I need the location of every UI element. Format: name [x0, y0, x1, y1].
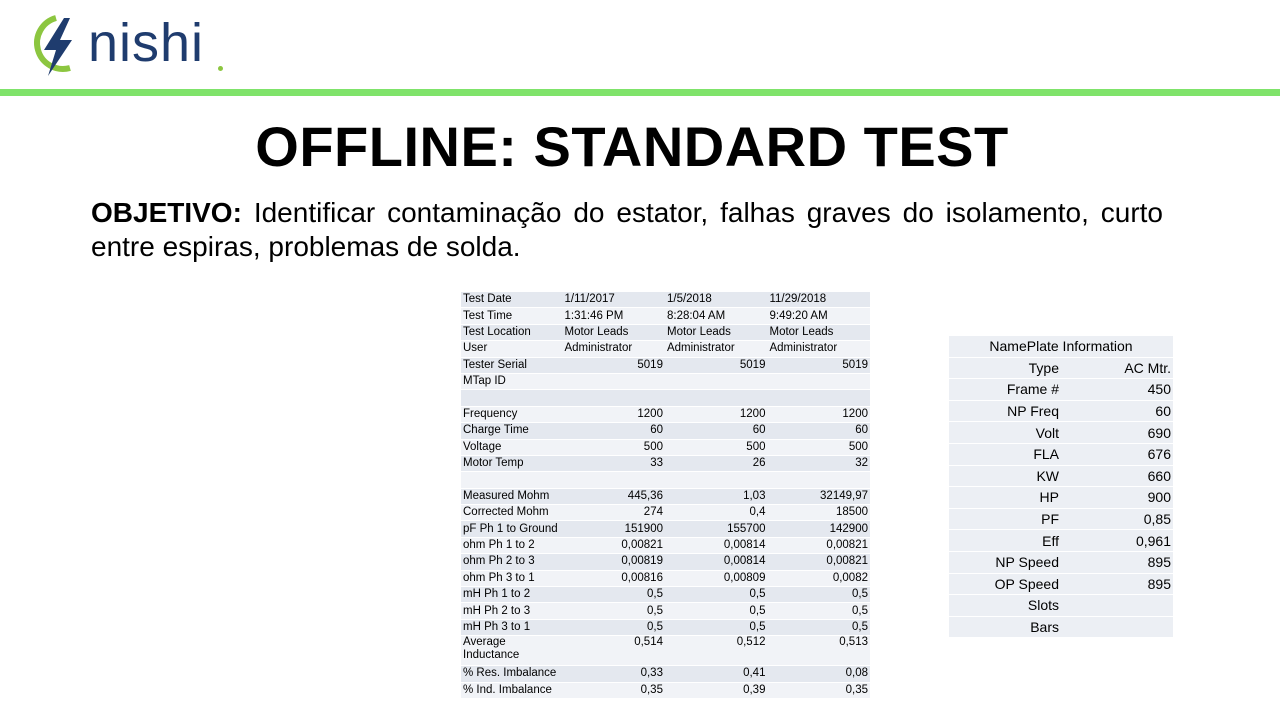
row-label: MTap ID [461, 373, 562, 389]
table-row [461, 587, 870, 603]
cell-test-2: 26 [665, 455, 768, 471]
nameplate-row [949, 357, 1173, 379]
nameplate-value: 895 [1061, 573, 1173, 595]
cell-test-3: 32 [767, 455, 870, 471]
row-label: Test Location [461, 324, 562, 340]
cell-test-2 [665, 390, 768, 406]
nameplate-key: KW [949, 465, 1061, 487]
nameplate-key: Bars [949, 616, 1061, 638]
nameplate-value: 895 [1061, 551, 1173, 573]
row-label: User [461, 341, 562, 357]
cell-test-2: 1200 [665, 406, 768, 422]
nameplate-key: NP Freq [949, 400, 1061, 422]
row-label: Corrected Mohm [461, 505, 562, 521]
header-divider [0, 89, 1280, 96]
nameplate-key: NP Speed [949, 551, 1061, 573]
cell-test-2: Motor Leads [665, 324, 768, 340]
row-label: mH Ph 2 to 3 [461, 603, 562, 619]
nameplate-value: 660 [1061, 465, 1173, 487]
cell-test-1: 0,00821 [562, 537, 665, 553]
nameplate-row [949, 551, 1173, 573]
table-row [461, 324, 870, 340]
row-label: ohm Ph 3 to 1 [461, 570, 562, 586]
table-row [461, 472, 870, 488]
row-label: ohm Ph 1 to 2 [461, 537, 562, 553]
table-row [461, 439, 870, 455]
nameplate-value: 676 [1061, 443, 1173, 465]
row-label: ohm Ph 2 to 3 [461, 554, 562, 570]
table-row [461, 406, 870, 422]
nameplate-value: 900 [1061, 487, 1173, 509]
nishi-logo [26, 10, 236, 80]
cell-test-1: 445,36 [562, 488, 665, 504]
cell-test-1: 33 [562, 455, 665, 471]
objective-paragraph [91, 196, 1163, 264]
cell-test-1: 151900 [562, 521, 665, 537]
cell-test-1: 0,5 [562, 619, 665, 635]
table-row [461, 341, 870, 357]
cell-test-2: 0,5 [665, 603, 768, 619]
nameplate-row [949, 465, 1173, 487]
row-label: Motor Temp [461, 455, 562, 471]
table-row [461, 488, 870, 504]
row-label: Measured Mohm [461, 488, 562, 504]
table-row [461, 554, 870, 570]
nameplate-value: 60 [1061, 400, 1173, 422]
cell-test-2: 1/5/2018 [665, 292, 768, 308]
table-row [461, 636, 870, 666]
table-row [461, 455, 870, 471]
table-row [461, 357, 870, 373]
nameplate-row [949, 595, 1173, 617]
nameplate-row [949, 379, 1173, 401]
cell-test-2: 0,5 [665, 587, 768, 603]
cell-test-2: 1,03 [665, 488, 768, 504]
cell-test-3: 1200 [767, 406, 870, 422]
cell-test-3: 0,00821 [767, 554, 870, 570]
cell-test-2: 0,39 [665, 682, 768, 698]
nameplate-value [1061, 595, 1173, 617]
nameplate-value: 0,961 [1061, 530, 1173, 552]
nameplate-row [949, 422, 1173, 444]
cell-test-1: 0,00816 [562, 570, 665, 586]
cell-test-1 [562, 390, 665, 406]
cell-test-3: Administrator [767, 341, 870, 357]
cell-test-2: 0,00809 [665, 570, 768, 586]
table-row [461, 505, 870, 521]
cell-test-1: 1200 [562, 406, 665, 422]
cell-test-2: 0,00814 [665, 537, 768, 553]
cell-test-3: 0,0082 [767, 570, 870, 586]
cell-test-1: Motor Leads [562, 324, 665, 340]
row-label: Test Date [461, 292, 562, 308]
nameplate-row [949, 508, 1173, 530]
nameplate-row [949, 400, 1173, 422]
logo-dot [218, 66, 223, 71]
row-label: Frequency [461, 406, 562, 422]
cell-test-3: 0,513 [767, 636, 870, 666]
table-row [461, 373, 870, 389]
objective-text: Identificar contaminação do estator, falhas graves do isolamento, curto entre espiras, problemas de solda. [91, 197, 1164, 262]
cell-test-3: 32149,97 [767, 488, 870, 504]
nameplate-header-row [949, 336, 1173, 357]
table-row [461, 537, 870, 553]
cell-test-1: 0,33 [562, 666, 665, 682]
cell-test-3: 60 [767, 423, 870, 439]
cell-test-1: 274 [562, 505, 665, 521]
cell-test-1: 0,00819 [562, 554, 665, 570]
table-row [461, 619, 870, 635]
row-label: % Ind. Imbalance [461, 682, 562, 698]
nameplate-key: Slots [949, 595, 1061, 617]
row-label: Test Time [461, 308, 562, 324]
table-row [461, 308, 870, 324]
cell-test-2 [665, 472, 768, 488]
cell-test-3: 500 [767, 439, 870, 455]
nameplate-key: FLA [949, 443, 1061, 465]
row-label [461, 472, 562, 488]
nameplate-key: Eff [949, 530, 1061, 552]
row-label: % Res. Imbalance [461, 666, 562, 682]
cell-test-1: 0,35 [562, 682, 665, 698]
row-label: Tester Serial [461, 357, 562, 373]
cell-test-1: 0,5 [562, 603, 665, 619]
cell-test-1: 0,5 [562, 587, 665, 603]
cell-test-2: 0,512 [665, 636, 768, 666]
cell-test-3: 11/29/2018 [767, 292, 870, 308]
row-label: mH Ph 3 to 1 [461, 619, 562, 635]
cell-test-3: 9:49:20 AM [767, 308, 870, 324]
cell-test-2: 5019 [665, 357, 768, 373]
nameplate-row [949, 573, 1173, 595]
row-label: Charge Time [461, 423, 562, 439]
nameplate-key: OP Speed [949, 573, 1061, 595]
cell-test-2: 0,41 [665, 666, 768, 682]
cell-test-3: 0,5 [767, 619, 870, 635]
cell-test-1 [562, 472, 665, 488]
cell-test-3: 0,35 [767, 682, 870, 698]
brand-name: nishi [88, 13, 205, 73]
cell-test-3: 0,08 [767, 666, 870, 682]
cell-test-3: 5019 [767, 357, 870, 373]
cell-test-2: 500 [665, 439, 768, 455]
nameplate-key: PF [949, 508, 1061, 530]
cell-test-1: 0,514 [562, 636, 665, 666]
table-row [461, 390, 870, 406]
row-label [461, 390, 562, 406]
table-row [461, 423, 870, 439]
cell-test-3: 0,5 [767, 587, 870, 603]
objective-label: OBJETIVO: [91, 197, 242, 228]
cell-test-1: 60 [562, 423, 665, 439]
cell-test-2: 0,00814 [665, 554, 768, 570]
row-label: pF Ph 1 to Ground [461, 521, 562, 537]
cell-test-1: 500 [562, 439, 665, 455]
cell-test-2: 60 [665, 423, 768, 439]
nameplate-value: AC Mtr. [1061, 357, 1173, 379]
table-row [461, 603, 870, 619]
nameplate-key: HP [949, 487, 1061, 509]
cell-test-2 [665, 373, 768, 389]
cell-test-3: 18500 [767, 505, 870, 521]
cell-test-3: 0,5 [767, 603, 870, 619]
standard-test-table [461, 292, 870, 699]
cell-test-1: 1:31:46 PM [562, 308, 665, 324]
row-label: mH Ph 1 to 2 [461, 587, 562, 603]
row-label: Voltage [461, 439, 562, 455]
table-row [461, 570, 870, 586]
cell-test-2: 0,5 [665, 619, 768, 635]
cell-test-3 [767, 390, 870, 406]
nameplate-key: Type [949, 357, 1061, 379]
cell-test-3 [767, 472, 870, 488]
cell-test-1: 5019 [562, 357, 665, 373]
cell-test-1: 1/11/2017 [562, 292, 665, 308]
nameplate-value: 690 [1061, 422, 1173, 444]
nameplate-value [1061, 616, 1173, 638]
page-title: OFFLINE: STANDARD TEST [255, 115, 1009, 178]
nameplate-header: NamePlate Information [949, 336, 1173, 357]
table-row [461, 292, 870, 308]
cell-test-2: 155700 [665, 521, 768, 537]
nameplate-value: 0,85 [1061, 508, 1173, 530]
cell-test-3: Motor Leads [767, 324, 870, 340]
nameplate-row [949, 443, 1173, 465]
table-row [461, 521, 870, 537]
cell-test-2: Administrator [665, 341, 768, 357]
cell-test-3 [767, 373, 870, 389]
lightning-ring-icon [26, 10, 86, 80]
row-label: Average Inductance [461, 636, 562, 666]
nameplate-value: 450 [1061, 379, 1173, 401]
nameplate-key: Volt [949, 422, 1061, 444]
nameplate-row [949, 530, 1173, 552]
table-row [461, 666, 870, 682]
nameplate-row [949, 616, 1173, 638]
cell-test-3: 142900 [767, 521, 870, 537]
cell-test-2: 8:28:04 AM [665, 308, 768, 324]
nameplate-row [949, 487, 1173, 509]
nameplate-table [949, 336, 1173, 638]
cell-test-1: Administrator [562, 341, 665, 357]
nameplate-key: Frame # [949, 379, 1061, 401]
cell-test-1 [562, 373, 665, 389]
cell-test-2: 0,4 [665, 505, 768, 521]
cell-test-3: 0,00821 [767, 537, 870, 553]
table-row [461, 682, 870, 698]
